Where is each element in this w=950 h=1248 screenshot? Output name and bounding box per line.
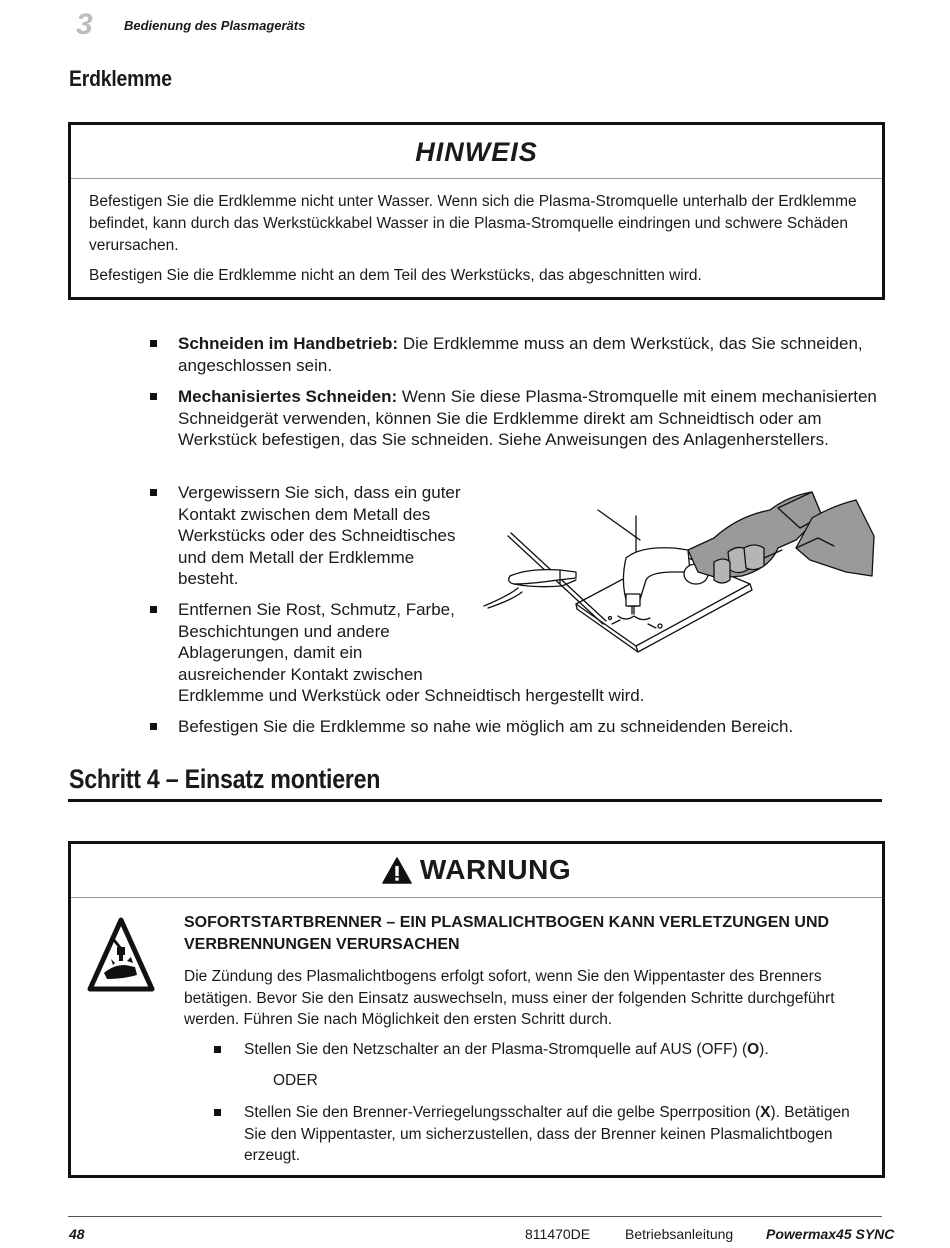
bullet-term: Mechanisiertes Schneiden:: [178, 387, 398, 406]
bullet-line: Kontakt zwischen dem Metall des: [178, 504, 431, 524]
warning-step-text: Stellen Sie den Brenner-Verriegelungsschalter auf die gelbe Sperrposition (: [244, 1104, 761, 1121]
bullet-square: [150, 340, 157, 347]
notice-box: [68, 122, 885, 300]
document-number: 811470DE: [525, 1226, 591, 1242]
warning-title-line: SOFORTSTARTBRENNER – EIN PLASMALICHTBOGEN KANN VERLETZUNGEN UND: [184, 914, 830, 931]
bullet-square: [150, 606, 157, 613]
bullet-square: [150, 489, 157, 496]
bullet-text: Die Erdklemme muss an dem Werkstück, das Sie schneiden, angeschlossen sein.: [178, 334, 863, 375]
bullet-square: [214, 1046, 221, 1053]
warning-content: [184, 912, 860, 1164]
bullet-line: Ablagerungen, damit ein: [178, 643, 363, 662]
notice-heading: HINWEIS: [415, 137, 538, 167]
list-item: [150, 716, 880, 738]
warning-text: Die Zündung des Plasmalichtbogens erfolgt sofort, wenn Sie den Wippentaster des Brenners betätigen. Bevor Sie den Einsatz auswechseln, muss einer der folgenden Schritte durchgeführt werden. Führen Sie nach Möglichkeit den ersten Schritt durch.: [184, 968, 835, 1028]
off-symbol: O: [747, 1041, 760, 1058]
bullet-square: [214, 1109, 221, 1116]
bullet-square: [150, 723, 157, 730]
heading-rule: [68, 799, 882, 802]
warning-title: [184, 912, 860, 956]
warning-step-text: Stellen Sie den Netzschalter an der Plasma-Stromquelle auf AUS (OFF) (: [244, 1041, 748, 1058]
warning-step-text: ). Betätigen Sie den Wippentaster, um sicherzustellen, dass der Brenner keinen Plasmalichtbogen erzeugt.: [244, 1104, 850, 1164]
warning-box: [68, 841, 885, 1178]
bullet-square: [150, 393, 157, 400]
warning-list-item: [214, 1039, 860, 1061]
bullet-line: ausreichender Kontakt zwischen: [178, 664, 423, 684]
warning-triangle-icon: [382, 857, 412, 884]
warning-header: [71, 844, 882, 898]
list-item: [150, 386, 880, 472]
bullet-line: Erdklemme und Werkstück oder Schneidtisch hergestellt wird.: [178, 686, 645, 705]
bullet-text: Wenn Sie diese Plasma-Stromquelle mit einem mechanisierten Schneidgerät verwenden, können Sie die Erdklemme direkt am Schneidtisch oder am Werkstück befestigen, das Sie schneiden. Siehe Anweisungen des Anlagenherstellers.: [178, 387, 877, 449]
or-text: ODER: [273, 1072, 318, 1089]
warning-heading: WARNUNG: [419, 854, 572, 885]
chapter-title: Bedienung des Plasmageräts: [124, 18, 306, 33]
bullet-term: Schneiden im Handbetrieb:: [178, 334, 399, 353]
step-heading: Schritt 4 – Einsatz montieren: [69, 764, 381, 794]
notice-body: [71, 179, 882, 287]
chapter-number: 3: [76, 8, 93, 41]
bullet-line: Werkstücks oder des Schneidtisches: [178, 526, 456, 545]
warning-list-item: [214, 1102, 860, 1168]
bullet-line: und dem Metall der Erdklemme: [178, 547, 415, 567]
product-name: Powermax45 SYNC: [766, 1226, 895, 1242]
footer-rule: [68, 1216, 882, 1217]
bullet-line: Beschichtungen und andere: [178, 621, 390, 641]
page-number: 48: [69, 1226, 85, 1242]
bullet-line: besteht.: [178, 569, 239, 588]
bullet-line: Entfernen Sie Rost, Schmutz, Farbe,: [178, 600, 455, 619]
hand-shock-hazard-icon: [87, 917, 155, 993]
bullet-text: Befestigen Sie die Erdklemme so nahe wie möglich am zu schneidenden Bereich.: [178, 717, 794, 736]
notice-paragraph: Befestigen Sie die Erdklemme nicht an dem Teil des Werkstücks, das abgeschnitten wird.: [89, 267, 702, 284]
lock-symbol: X: [760, 1104, 771, 1121]
warning-title-line: VERBRENNUNGEN VERURSACHEN: [184, 936, 460, 953]
warning-step-text: ).: [759, 1041, 769, 1058]
bullet-line: Vergewissern Sie sich, dass ein guter: [178, 483, 461, 502]
notice-header: [71, 125, 882, 179]
manual-name: Betriebsanleitung: [625, 1226, 734, 1242]
list-item: [150, 333, 880, 377]
notice-paragraph: Befestigen Sie die Erdklemme nicht unter Wasser. Wenn sich die Plasma-Stromquelle unterhalb der Erdklemme befindet, kann durch das Werkstückkabel Wasser in die Plasma-Stromquelle eindringen und schwere Schäden verursachen.: [89, 193, 857, 254]
section-title: Erdklemme: [69, 66, 172, 91]
ground-clamp-illustration: [478, 488, 880, 658]
